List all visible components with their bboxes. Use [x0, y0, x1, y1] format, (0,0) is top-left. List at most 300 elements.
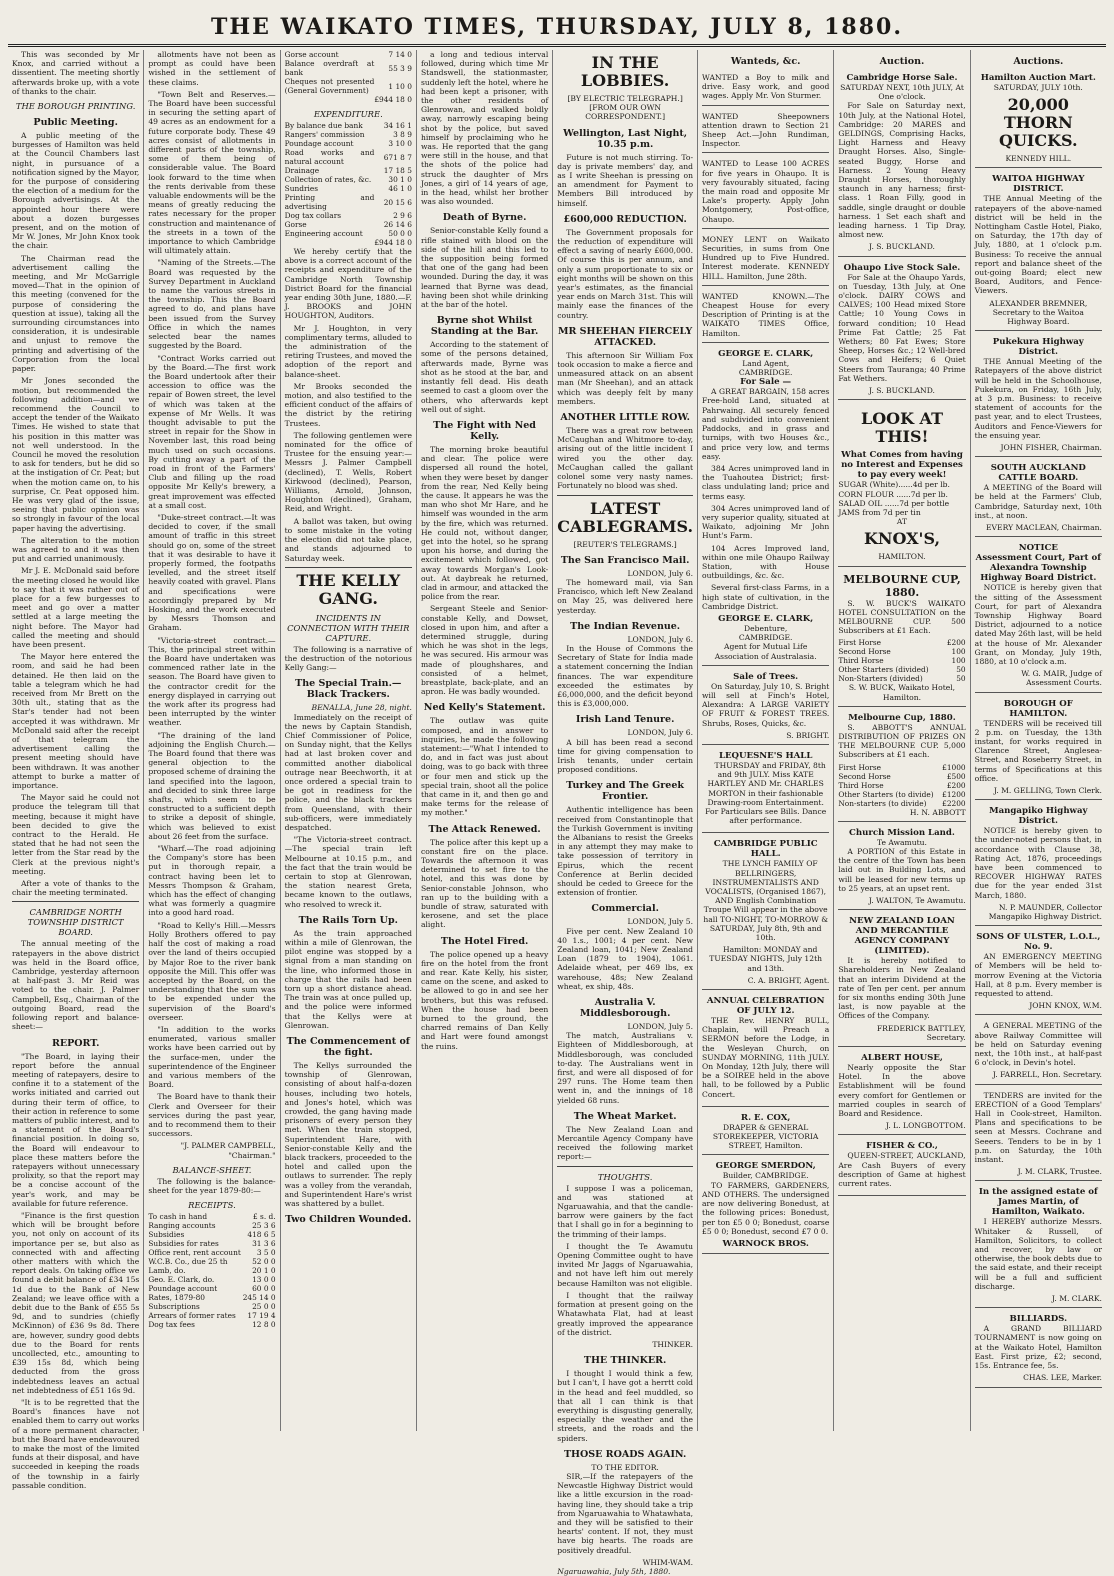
ad-signature: J. S. BUCKLAND. — [869, 242, 935, 252]
paragraph: The homeward mail, via San Francisco, which left New Zealand on May 25, was delivered here yesterday. — [557, 577, 694, 615]
section-heading: The San Francisco Mail. — [560, 554, 690, 566]
classified-ad: MONEY LENT on Waikato Securities, in sums from One Hundred up to Five Hundred. Interest moderate. KENNEDY HILL. Hamilton, June 28th. — [702, 232, 829, 286]
horse-sale-ad — [838, 70, 965, 257]
table-cell: £500 — [946, 771, 966, 781]
table-cell: Second Horse — [838, 647, 891, 657]
table-cell: Non-Starters (divided) — [838, 674, 923, 684]
ad-signature: J. M. CLARK. — [1051, 1294, 1102, 1304]
column-3 — [281, 50, 417, 1431]
ad-signature: S. W. BUCK, Waikato Hotel, Hamilton. — [848, 683, 956, 702]
ad-signature: S. BRIGHT. — [786, 730, 830, 740]
ad-signature: KENNEDY HILL. — [1005, 154, 1072, 164]
table-cell: Gorse account — [284, 50, 339, 59]
paragraph: After a vote of thanks to the chair the meeting terminated. — [12, 879, 140, 898]
paragraph: The following is a narrative of the destruction of the notorious Kelly Gang:— — [284, 644, 412, 673]
divider — [557, 495, 693, 496]
ad-heading: Sale of Trees. — [733, 671, 799, 682]
paragraph: Mr Brooks seconded the motion, and also testified to the efficient conduct of the affairs of the district by the retiring Trustees. — [284, 381, 412, 428]
paragraph: "Road to Kelly's Hill.—Messrs Holly Brothers offered to pay half the cost of making a road over the land of theirs occupied by Major Roe to the river bank opposite the Mill. This offer was accepted by the Board, on the understanding that the sum was to be expended under the supervision of the Board's overseer. — [148, 920, 276, 1022]
ad-heading: SONS OF ULSTER, L.O.L., No. 9. — [976, 932, 1101, 953]
ad-body: THURSDAY and FRIDAY, 8th and 9th JULY. Miss KATE HARTLEY AND Mr. CHARLES MORTON in their fashionable Drawing-room Entertainment. For Particulars see Bills. Dance after performance. — [705, 760, 827, 826]
masthead — [8, 6, 1106, 47]
paragraph: Mr J. E. McDonald said before the meeting closed he would like to say that it was rather out of place for a few burgesses to meet and go over a matter settled at a large meeting the night before. The Mayor had called the meeting and should have been present. — [12, 566, 140, 649]
table-row — [148, 1284, 275, 1293]
hall-tender-notice — [975, 1088, 1102, 1182]
section-heading: The Hotel Fired. — [440, 935, 529, 947]
table-cell: Arrears of former rates — [148, 1311, 236, 1321]
table-cell: Sundries — [284, 184, 319, 193]
table-row — [285, 95, 412, 104]
paragraph: The annual meeting of the ratepayers in the above district was held in the Board office, Cambridge, yesterday afternoon at half-past 3. Mr Reid was voted to the chair. J. Palmer Campbell, Esq., Chairman of the outgoing Board, read the following report and balance-sheet:— — [12, 939, 140, 1032]
railway-meeting-notice — [975, 1018, 1102, 1084]
paragraph: The police after this kept up a constant fire on the place. Towards the afternoon it was determined to set fire to the hotel, and this was done by Senior-constable Johnson, who ran up to the building with a bundle of straw, saturated with kerosene, and set the place alight. — [420, 837, 549, 930]
table-cell — [285, 95, 375, 104]
article-heading: Public Meeting. — [33, 117, 118, 129]
section-heading: Irish Land Tenure. — [575, 714, 675, 726]
prize-table — [838, 638, 965, 683]
paragraph: According to the statement of some of the persons detained, afterwards made, Byrne was shot as he stood at the bar, and instantly fell dead. His death seemed to cast a gloom over the others, who afterwards kept well out of sight. — [420, 340, 549, 414]
ad-heading: ANNUAL CELEBRATION OF JULY 12. — [706, 996, 825, 1017]
section-heading: Byrne shot Whilst Standing at the Bar. — [430, 315, 539, 338]
ad-line: AT — [896, 517, 908, 527]
paragraph: Authentic intelligence has been received from Constantinople that the Turkish Government is inviting the Albanians to resist the Greeks in any attempt they may make to take possession of territory in Epirus, which the recent Conference at Berlin decided should be ceded to Greece for the extension of frontier. — [557, 805, 694, 898]
table-cell: Poundage account — [148, 1284, 218, 1294]
paragraph: The following is the balance-sheet for the year 1879-80:— — [148, 1176, 276, 1195]
classified-ad: WANTED to Lease 100 ACRES for five years in Ohaupo. It is very favourably situated, facing the main road and opposite Mr Lake's property. Apply John Montgomery, Post-office, Ohaupo. — [702, 156, 829, 228]
ad-line: Te Awamutu. — [876, 837, 927, 847]
paragraph: "It is to be regretted that the Board's finances have not enabled them to carry out works of a more permanent character, but the Board have endeavoured to make the most of the limited funds at their disposal, and have succeeded in keeping the roads of the township in a fairly passable condition. — [12, 1398, 140, 1490]
classified-ad: WANTED KNOWN.—The Cheapest House for every Description of Printing is at the WAIKATO TIMES Office, Hamilton. — [702, 289, 829, 343]
ad-item: 384 Acres unimproved land in the Tuahoutea District; first-class undulating land; price and terms easy. — [702, 463, 830, 501]
section-heading: Turkey and The Greek Frontier. — [566, 780, 684, 803]
table-row — [285, 220, 412, 229]
section-heading: The Indian Revenue. — [570, 620, 681, 632]
paragraph: The alteration to the motion was agreed to and it was then put and carried unanimously. — [12, 535, 140, 564]
paragraph: "The draining of the land adjoining the English Church.—The Board found that there was general objection to the proposed scheme of draining the land specified into the lagoon, and decided to sink three large shafts, which seem to be constructed to a sufficient depth to strike a deposit of shingle, which was believed to exist about 26 feet from the surface. — [148, 730, 276, 841]
ad-body: A GENERAL MEETING of the above Railway Committee will be held on Saturday evening next, the 10th inst., at half-past 6 o'clock, in Devin's hotel. — [974, 1021, 1102, 1068]
table-cell: 7 14 0 — [388, 50, 412, 59]
celebration-ad — [702, 993, 829, 1107]
ad-body: THE LYNCH FAMILY OF BELLRINGERS, INSTRUMENTALISTS AND VOCALISTS, (Organised 1867), AND English Combination Troupe Will appear in the above hall TO-NIGHT, TO-MORROW & SATURDAY, July 8th, 9th and 10th. — [703, 859, 829, 943]
dateline: LONDON, July 6. — [627, 634, 694, 644]
table-cell: 418 6 5 — [247, 1230, 276, 1240]
section-heading: ANOTHER LITTLE ROW. — [560, 412, 690, 424]
receipts-heading: RECEIPTS. — [188, 1200, 236, 1211]
ad-line: SATURDAY, JULY 10th. — [993, 83, 1083, 92]
section-heading: THE BOROUGH PRINTING. — [15, 101, 136, 112]
byline: [REUTER'S TELEGRAMS.] — [573, 539, 677, 549]
ad-body: S. W. BUCK'S WAIKATO HOTEL CONSULTATION on the MELBOURNE CUP. 500 Subscribers at £1 Each. — [838, 598, 966, 636]
ad-heading: BOROUGH OF HAMILTON. — [1003, 698, 1073, 719]
ad-heading: ALBERT HOUSE, — [861, 1053, 943, 1063]
table-cell: 20 1 0 — [252, 1266, 276, 1276]
table-cell: 50 0 0 — [388, 229, 412, 238]
ad-signature: W. G. MAIR, Judge of Assessment Courts. — [1021, 669, 1102, 688]
company-notice-ad — [838, 913, 965, 1047]
ad-signature: J. FARRELL, Hon. Secretary. — [992, 1070, 1102, 1080]
section-heading: £600,000 REDUCTION. — [563, 213, 687, 225]
table-cell: 52 0 0 — [252, 1257, 276, 1267]
classified-ad: WANTED a Boy to milk and drive. Easy work, and good wages. Apply Mr. Von Sturmer. — [702, 70, 829, 106]
ad-body: It is hereby notified to Shareholders in New Zealand that an interim Dividend at the rate of Ten per cent. per annum for six months ending 30th June last, is now payable at the Offices of the Company. — [838, 956, 966, 1021]
section-heading: Commercial. — [591, 903, 659, 915]
ad-body: AN EMERGENCY MEETING of Members will be held to-morrow Evening at the Victoria Hall, at 8 p.m. Every member is requested to attend. — [974, 952, 1102, 998]
ad-signature: KNOX'S, — [863, 529, 941, 549]
table-cell: Office rent, rent account — [148, 1248, 241, 1258]
paragraph: SIR,—If the ratepayers of the Newcastle Highway District would like a little excursion in the road-having line, they should take a trip from Ngaruawahia to Whatawhata, and they will be satisfied to their hearts' content. If not, they must have big hearts. The roads are positively dreadful. — [557, 1471, 694, 1555]
grocer-ad — [838, 403, 965, 566]
table-row — [285, 77, 412, 95]
section-heading: The Fight with Ned Kelly. — [433, 419, 536, 442]
ad-body: A GRAND BILLIARD TOURNAMENT is now going on at the Waikato Hotel, Hamilton East. First prize, £2; second, 15s. Entrance fee, 5s. — [974, 1324, 1102, 1371]
table-row — [148, 1302, 275, 1311]
table-cell: 245 14 0 — [242, 1293, 276, 1303]
paragraph: The New Zealand Loan and Mercantile Agency Company have received the following market report:— — [557, 1124, 694, 1162]
paragraph: allotments have not been as prompt as could have been wished in the settlement of these claims. — [148, 50, 276, 87]
table-cell: 1 10 0 — [388, 81, 412, 91]
ad-heading: NOTICE — [1018, 543, 1058, 554]
section-heading: THE THINKER. — [583, 1355, 667, 1367]
paragraph: As the train approached within a mile of Glenrowan, the pilot engine was stopped by a signal from a man standing on the line, who informed those in charge that the rails had been torn up a short distance ahead. The train was at once pulled up, and the police were informed that the Kellys were at Glenrowan. — [284, 928, 412, 1030]
ad-heading: In the assigned estate of James Martin, of Hamilton, Waikato. — [978, 1187, 1098, 1218]
report-heading: REPORT. — [51, 1037, 100, 1049]
paragraph: The outlaw was quite composed, and in answer to inquiries, he made the following statement:—"What I intended to do, and in fact was just about doing, was to go back with three or four men and stick up the special train, shoot all the police that came in it, and then go and make terms for the release of my mother." — [420, 716, 549, 818]
assessment-notice — [975, 540, 1102, 692]
article-heading: IN THE LOBBIES. — [580, 53, 670, 90]
expenditure-table — [285, 121, 412, 247]
paragraph: We hereby certify that the above is a correct account of the receipts and expenditure of the Cambridge North Township District Board for the financial year ending 30th June, 1880.—F. J. BROOKS and JOHN HOUGHTON, Auditors. — [284, 247, 412, 321]
table-row — [838, 656, 965, 665]
table-cell: 100 — [951, 656, 966, 666]
paragraph: Immediately on the receipt of the news by Captain Standish, Chief Commissioner of Police, on Sunday night, that the Kellys had at last broken cover and committed another diabolical outrage near Beechworth, it at once ordered a special train to be got in readiness for the police, and the black trackers from Queensland, with their sub-officers, were immediately despatched. — [284, 712, 412, 832]
table-cell: To cash in hand — [148, 1212, 208, 1222]
paragraph: "Duke-street contract.—It was decided to cover, if the small amount of traffic in this street should go on, some of the street that it was desirable to have it properly formed, the footpaths levelled, and the street itself heavily coated with gravel. Plans and specifications were accordingly prepared by Mr Hosking, and the work executed by Messrs Thomson and Graham. — [148, 512, 276, 633]
ad-heading: LOOK AT THIS! — [860, 409, 943, 447]
ad-signature: JOHN FISHER, Chairman. — [1000, 443, 1102, 453]
letter-header: TO THE EDITOR. — [591, 1462, 659, 1472]
lodge-notice — [975, 929, 1102, 1015]
land-agent-ad — [702, 346, 829, 666]
church-land-ad — [838, 825, 965, 910]
table-cell: First Horse — [838, 762, 882, 772]
table-cell: £2200 — [942, 798, 966, 808]
dateline: LONDON, July 5. — [627, 917, 694, 927]
ad-signature: ALEXANDER BREMNER, Secretary to the Waitoa Highway Board. — [989, 298, 1088, 327]
table-cell — [285, 238, 375, 247]
paragraph: The Kellys surrounded the township of Glenrowan, consisting of about half-a-dozen houses, including two hotels, and Jones's hotel, which was crowded, the gang having made prisoners of every person they met. When the train stopped, Superintendent Hare, with Senior-constable Kelly and the black trackers, proceeded to the hotel and called upon the outlaws to surrender. The reply was a volley from the verandah, and Superintendent Hare's wrist was shattered by a bullet. — [284, 1061, 412, 1209]
paragraph: The Chairman read the advertisement calling the meeting, and Mr McGarrigle moved—That in the opinion of this meeting (convened for the purpose of considering the question at issue), taking all the surrounding circumstances into consideration, it is undesirable and unjust to remove the printing and advertising of the Corporation from the local paper. — [12, 253, 140, 374]
table-cell: £ s. d. — [253, 1212, 276, 1222]
public-hall-ad — [702, 836, 829, 990]
dateline: LONDON, July 5. — [627, 1022, 694, 1032]
paragraph: a long and tedious interval followed, during which time Mr Standswell, the stationmaster, suddenly left the hotel, where he had been kept a prisoner, with the other residents of Glenrowan, and walked boldly away, narrowly escaping being shot by the police, but saved himself by proclaiming who he was. He reported that the gang were still in the house, and that the shots of the police had struck the daughter of Mrs Jones, a girl of 14 years of age, in the head, whilst her brother was also wounded. — [420, 50, 549, 207]
table-cell: Third Horse — [838, 780, 884, 790]
prize-table — [838, 763, 965, 808]
signature: "J. PALMER CAMPBELL, — [180, 1141, 276, 1151]
table-row — [148, 1248, 275, 1257]
section-heading: MR SHEEHAN FIERCELY ATTACKED. — [557, 325, 693, 348]
table-cell: Non-starters (to divide) — [838, 798, 927, 808]
signature-title: "Chairman." — [228, 1150, 276, 1160]
section-heading: Ned Kelly's Statement. — [423, 702, 546, 714]
ad-heading: Melbourne Cup, 1880. — [848, 712, 956, 723]
ad-body: DRAPER & GENERAL STOREKEEPER, VICTORIA STREET, Hamilton. — [712, 1122, 819, 1151]
table-cell: Cheques not presented (General Government) — [284, 77, 375, 95]
paragraph: This afternoon Sir William Fox took occasion to make a fierce and unmeasured attack on an absent man (Mr Sheehan), and an attack which was deeply felt by many members. — [557, 350, 694, 406]
ad-body: QUEEN-STREET, AUCKLAND, Are Cash Buyers of every description of Game at highest current rates. — [838, 1151, 966, 1189]
table-cell: £200 — [946, 780, 966, 790]
trees-sale-ad — [702, 669, 829, 745]
section-heading: The Commencement of the fight. — [286, 1036, 410, 1059]
ad-body: THE Rev. HENRY BULL, Chaplain, will Preach a SERMON before the Lodge, in the Wesleyan Church, on SUNDAY MORNING, 11th JULY. On Monday, 12th July, there will be a SOIREE held in the above hall, to be followed by a Public Concert. — [702, 1016, 830, 1099]
ad-body: For Sale at the Ohaupo Yards, on Tuesday, 13th July, at One o'clock. DAIRY COWS and CALVES; 100 Head mixed Store Cattle; 10 Young Cows in forward condition; 10 Head Prime Fat Cattle; 25 Fat Wethers; 80 Fat Ewes; Store Sheep, Horses &c.; 12 Well-bred Cows and Heifers; 6 Quiet Steers from Tauranga; 40 Prime Fat Wethers. — [838, 272, 966, 383]
ad-body: TO FARMERS, GARDENERS, AND OTHERS. The undersigned are now delivering Bonedust, at the following prices: Bonedust, per ton £5 0 0; Bonedust, coarse £5 0 0; Bonedust, second £7 0 0. — [702, 1180, 830, 1236]
column-1 — [8, 50, 144, 1490]
table-cell: £1200 — [942, 789, 966, 799]
section-heading: CAMBRIDGE NORTH TOWNSHIP DISTRICT BOARD. — [27, 907, 124, 938]
ad-heading: SOUTH AUCKLAND CATTLE BOARD. — [990, 463, 1086, 484]
paragraph: "Wharf.—The road adjoining the Company's store has been put in thorough repair, a contract having been let to Messrs Thompson & Graham, which has the effect of changing what was formerly a quagmire into a good hard road. — [148, 844, 276, 918]
column-6 — [698, 50, 834, 1431]
table-cell: Balance overdraft at bank — [284, 59, 375, 77]
section-heading: THOUGHTS. — [597, 1171, 653, 1182]
table-cell: Dog tax fees — [148, 1320, 195, 1330]
ad-subheading: What Comes from having no Interest and Expenses to pay every week! — [841, 450, 963, 481]
table-cell: Subsidies for rates — [148, 1239, 219, 1249]
ad-body: S. ABBOTT'S ANNUAL DISTRIBUTION OF PRIZES ON THE MELBOURNE CUP. 5,000 Subscribers at £1 each. — [838, 722, 966, 760]
paragraph: "Town Belt and Reserves.—The Board have been successful in securing the setting apart of 49 acres as an endowment for a future corporate body. These 49 acres consist of allotments in different parts of the township, some of them being of considerable value. The Board look forward to the time when the rents derivable from these valuable endowments will be the means of greatly reducing the rates necessary for the proper construction and maintenance of the streets in a town of the importance to which Cambridge will ultimately attain. — [148, 89, 276, 256]
table-cell: 25 3 6 — [252, 1221, 276, 1231]
table-cell: 2 9 6 — [393, 211, 412, 220]
table-row — [148, 1221, 275, 1230]
table-cell: W.C.B. Co., due 25 th — [148, 1257, 228, 1267]
consultation-ad — [838, 570, 965, 707]
byline: [FROM OUR OWN CORRESPONDENT.] — [585, 103, 666, 122]
ad-heading: BILLIARDS. — [1009, 1314, 1068, 1325]
ad-signature: N. P. MAUNDER, Collector Mangapiko Highway District. — [988, 902, 1102, 921]
section-heading: The Rails Torn Up. — [298, 914, 398, 926]
table-row — [148, 1212, 275, 1221]
ad-heading: LEQUESNE'S HALL — [718, 750, 813, 761]
signature-place: Ngaruawahia, July 5th, 1880. — [557, 1566, 671, 1576]
billiards-ad — [975, 1311, 1102, 1387]
table-cell: £944 18 0 — [374, 95, 412, 104]
price-line: SUGAR (White)......4d per lb. — [838, 480, 950, 490]
paragraph: Future is not much stirring. To-day is private members' day, and as I write Sheehan is pressing on an amendment for Payment to Members Bill introduced by himself. — [557, 152, 694, 208]
table-cell: £944 18 0 — [374, 238, 412, 247]
table-row — [838, 790, 965, 799]
ad-signature: WARNOCK BROS. — [722, 1238, 809, 1249]
table-cell: 3 8 9 — [393, 130, 412, 139]
ad-body: Nearly opposite the Star Hotel. In the above Establishment will be found every comfort for Gentlemen or married couples in search of Board and Residence. — [838, 1063, 966, 1119]
ad-subheading: Assessment Court, Part of Alexandra Township Highway Board District. — [975, 553, 1101, 584]
divider — [285, 567, 412, 568]
table-row — [838, 781, 965, 790]
ad-signature: J. L. LONGBOTTOM. — [885, 1121, 966, 1131]
paragraph: "Naming of the Streets.—The Board was requested by the Survey Department in Auckland to name the various streets in the township. This the Board agreed to do, and plans have been issued from the Survey Office in which the names selected bear the names suggested by the Board. — [148, 258, 276, 351]
ad-signature: J. M. CLARK, Trustee. — [1017, 1167, 1102, 1177]
ad-heading: Mangapiko Highway District. — [989, 806, 1088, 827]
table-cell: 46 1 0 — [388, 184, 412, 193]
ad-heading: GEORGE E. CLARK, — [718, 348, 814, 359]
ad-line: Land Agent, — [742, 358, 790, 368]
paragraph: "Victoria-street contract.—This, the principal street within the Board have undertaken was commenced rather late in the season. The Board have given to the contractor credit for the energy displayed in carrying out the work after its progress had been interrupted by the winter weather. — [148, 635, 276, 728]
table-cell: Collection of rates, &c. — [284, 175, 372, 184]
paragraph: I thought I would think a few, but I can't, I have got a herrtt cold in the head and feel muddled, so that all I can think is that everything is disgusting generally, especially the weather and the streets, and the roads and the spiders. — [557, 1369, 694, 1443]
table-row — [285, 184, 412, 193]
table-cell: 17 18 5 — [383, 166, 412, 175]
paragraph: In the House of Commons the Secretary of State for India made a statement concerning the Indian finances. The war expenditure exceeded the estimates by £6,000,000, and the deficit beyond this is £3,000,000. — [557, 643, 694, 709]
ad-signature: H. N. ABBOTT — [909, 807, 966, 817]
table-row — [838, 772, 965, 781]
paragraph: The Mayor here entered the room, and said he had been detained. He then laid on the table a telegram which he had received from Mr Brett on the 30th ult., stating that as the Star's tender had not been accepted it was withdrawn. Mr McDonald said after the receipt of that telegram the advertisement calling the present meeting should have been withdrawn. It was another attempt to burke a matter of importance. — [12, 652, 140, 791]
table-cell: 55 3 9 — [388, 63, 412, 73]
table-cell: Geo. E. Clark, do. — [148, 1275, 215, 1285]
paragraph: I thought the Te Awamutu Opening Committee ought to have invited Mr Jaggs of Ngaruawahia, and not have left him out merely because Hamilton was not eligible. — [557, 1241, 694, 1288]
table-row — [148, 1266, 275, 1275]
paragraph: The Mayor said he could not produce the telegram till that meeting, because it might have been decided to give the contract to the Herald. He stated that he had not seen the letter from the Star read by the Clerk at the previous night's meeting. — [12, 793, 140, 876]
receipts-table — [148, 1212, 275, 1329]
signature: WHIM-WAM. — [642, 1557, 694, 1567]
table-cell: Subscriptions — [148, 1302, 200, 1312]
consultation-ad — [838, 710, 965, 822]
boarding-house-ad — [838, 1050, 965, 1135]
column-4 — [417, 50, 553, 1431]
table-cell: 30 1 0 — [388, 175, 412, 184]
table-row — [148, 1239, 275, 1248]
paragraph: "In addition to the works enumerated, various smaller works have been carried out by the surface-men, under the superintendence of the Engineer and various members of the Board. — [148, 1024, 276, 1090]
table-cell: 60 0 0 — [252, 1284, 276, 1294]
table-cell: 50 — [956, 665, 966, 675]
table-row — [838, 665, 965, 674]
table-row — [285, 211, 412, 220]
table-row — [285, 238, 412, 247]
ad-item: 104 Acres Improved land, within one mile Ohaupo Railway Station, with House outbuildings, &c. &c. — [702, 543, 830, 581]
table-cell: £200 — [946, 638, 966, 648]
table-cell: Ranging accounts — [148, 1221, 216, 1231]
table-cell: 26 14 6 — [383, 220, 412, 229]
column-5 — [553, 50, 698, 1576]
paragraph: The match, Australians v. Eighteen of Middlesborough, at Middlesborough, was concluded to-day. The Australians went in first, and were all disposed of for 297 runs. The Home team then went in, and the innings of 18 yielded 68 runs. — [557, 1031, 694, 1105]
paragraph: Mr Jones seconded the motion, but recommended the following addition—and we recommend the Council to accept the tender of the Waikato Times. He wished to state that his position in this matter was not well understood. In the Council he moved the resolution to ask for tenders, but he did so at the instigation of Cr. Peat; but when the motion came on, to his surprise, Cr. Peat opposed him. He was very glad of the issue, seeing that public opinion was so strongly in favour of the local paper having the advertising. — [12, 376, 140, 533]
ad-signature: J. WALTON, Te Awamutu. — [868, 895, 966, 905]
table-row — [285, 50, 412, 59]
receipts-continued-table — [285, 50, 412, 104]
ad-display: 20,000 THORN QUICKS. — [999, 95, 1078, 151]
ad-heading: FISHER & CO., — [866, 1141, 938, 1152]
dateline: LONDON, July 6. — [627, 728, 694, 738]
ad-line: SATURDAY NEXT, 10th JULY, At One o'clock. — [840, 83, 964, 102]
table-cell: Poundage account — [284, 139, 354, 148]
builder-ad — [702, 1158, 829, 1253]
ad-body: NOTICE is hereby given to the under-noted persons that, in accordance with Clause 38, Rating Act, 1876, proceedings have been commenced to RECOVER HIGHWAY RATES due for the year ended 31st March, 1880. — [974, 826, 1102, 900]
ad-line: Debenture, — [744, 623, 788, 633]
table-row — [285, 175, 412, 184]
table-cell: 17 19 4 — [247, 1311, 276, 1321]
highway-meeting-ad — [975, 171, 1102, 331]
cattle-board-ad — [975, 460, 1102, 537]
ad-body: TENDERS will be received till 2 p.m. on Tuesday, the 13th instant, for works required in Clarence Street, Anglesea-Street, and Roseberry Street, in terms of Specifications at this office. — [974, 718, 1102, 783]
ad-heading: R. E. COX, — [740, 1112, 791, 1123]
paragraph: Sergeant Steele and Senior-constable Kelly, and Dowset, closed in upon him, and after a determined struggle, during which he was shot in the legs, he was secured. His armour was made of ploughshares, and consisted of a helmet, breastplate, back-plate, and an apron. He was badly wounded. — [420, 604, 549, 697]
draper-ad — [702, 1110, 829, 1156]
highway-meeting-ad — [975, 334, 1102, 457]
section-heading: The Attack Renewed. — [428, 823, 541, 835]
paragraph: There was a great row between McCaughan and Whitmore to-day, arising out of the little incident I wired you the other day. McCaughan called the gallant colonel some very nasty names. Fortunately no blood was shed. — [557, 426, 694, 491]
table-row — [838, 799, 965, 808]
paragraph: Five per cent. New Zealand 10 40 1.s., 1001; 4 per cent. New Zealand loan, 1041; New Zealand Loan (1879 to 1904), 1061. Adelaide wheat, per 469 lbs, ex warehouse, 48s; New Zealand wheat, ex ship, 48s. — [557, 926, 694, 991]
column-2 — [144, 50, 280, 1431]
section-heading: THOSE ROADS AGAIN. — [563, 1448, 687, 1460]
ad-line: HAMILTON. — [878, 552, 926, 562]
divider — [12, 901, 139, 902]
table-cell: Lamb, do. — [148, 1266, 186, 1276]
ad-item: Several first-class Farms, in a high state of cultivation, in the Cambridge District. — [702, 583, 830, 611]
section-heading: Wanteds, &c. — [730, 56, 801, 67]
table-row — [148, 1311, 275, 1320]
dateline: Wellington, Last Night, 10.35 p.m. — [563, 127, 688, 150]
paragraph: I suppose I was a policeman, and was stationed at Ngaruawahia, and that the candle-barrow were gainers by the fact that I shall go in for a beginning to the trimming of their lamps. — [557, 1183, 694, 1239]
section-heading: Auction. — [879, 56, 925, 67]
classified-ad: WANTED Sheepowners attention drawn to Section 21 Sheep Act.—John Rundiman, Inspector. — [702, 109, 829, 154]
price-line: JAMS from 7d per tin — [838, 507, 921, 517]
ad-body: A MEETING of the Board will be held at the Farmers' Club, Cambridge, Saturday next, 10th inst., at noon. — [974, 483, 1102, 520]
columns — [8, 50, 1106, 1576]
ad-body: TENDERS are invited for the ERECTION of a Good Templars' Hall in Cook-street, Hamilton. Plans and specifications to be seen at Messrs. Cochrane and Seeers. Tenders to be in by 1 p.m. on Saturday, the 10th instant. — [974, 1090, 1102, 1165]
ad-signature: C. A. BRIGHT, Agent. — [747, 975, 830, 985]
paragraph: Mr J. Houghton, in very complimentary terms, alluded to the administration of the retiring Trustees, and moved the adoption of the report and balance-sheet. — [284, 323, 412, 379]
section-heading: Australia V. Middlesborough. — [579, 997, 671, 1020]
estate-notice — [975, 1184, 1102, 1308]
ad-line: For Sale — — [740, 377, 792, 388]
price-line: SALAD OIL ......7d per bottle — [838, 498, 950, 508]
section-heading: Auctions. — [1013, 56, 1064, 67]
paragraph: The police opened up a heavy fire on the hotel from the front and rear. Kate Kelly, his sister, came on the scene, and asked to be allowed to go in and see her brothers, but this was refused. When the house had been burned to the ground, the charred remains of Dan Kelly and Hart were found amongst the ruins. — [420, 949, 549, 1051]
table-cell: Drainage — [284, 166, 320, 175]
balance-sheet-heading: BALANCE-SHEET. — [172, 1164, 252, 1175]
section-heading: Death of Byrne. — [442, 212, 527, 224]
table-row — [838, 647, 965, 656]
table-cell: 100 — [951, 647, 966, 657]
ad-body: I HEREBY authorize Messrs. Whitaker & Russell, of Hamilton, Solicitors, to collect and recover, by law or otherwise, the book debts due to the said estate, and their receipt will be a full and sufficient discharge. — [974, 1217, 1102, 1291]
table-row — [838, 763, 965, 772]
paragraph: A ballot was taken, but owing to some mistake in the voting the election did not take place, and stands adjourned to Saturday week. — [284, 516, 412, 563]
table-cell: Rates, 1879-80 — [148, 1293, 205, 1303]
ad-signature: CHAS. LEE, Marker. — [1023, 1373, 1102, 1383]
paragraph: "The Victoria-street contract.—The special train left Melbourne at 10.15 p.m., and the fact that the train would be certain to stop at Glenrowan, the station nearest Greta, became known to the outlaws, who resolved to wreck it. — [284, 835, 412, 909]
paragraph: The Government proposals for the reduction of expenditure will effect a saving of nearly £600,000. Of course this is per annum, and only a sum proportionate to six or eight months will be shown on this year's estimates, as the financial year ends on March 31st. This will mainly ease the finances of the country. — [557, 227, 694, 320]
ad-body: A PORTION of this Estate in the centre of the Town has been laid out in Building Lots, and will be leased for new terms up to 25 years, at an upset rent. — [838, 846, 966, 893]
table-cell: Gorse — [284, 220, 307, 229]
table-row — [285, 229, 412, 238]
rates-notice — [975, 803, 1102, 926]
table-cell: Other Starters (to divide) — [838, 789, 934, 799]
article-heading: THE KELLY GANG. — [296, 570, 401, 608]
signature: THINKER. — [652, 1339, 694, 1349]
paragraph: "Contract Works carried out by the Board.—The first work the Board undertook after their accession to office was the repair of Bowen street, the level of which was taken at the expense of Mr Wells. It was thought advisable to put the street in repair for the Show in November last, this road being much used on such occasions. By cutting away a part of the road in front of the Farmers' Club and filling up the road opposite Mr Kelly's brewery, a great improvement was effected at a small cost. — [148, 353, 276, 510]
table-row — [285, 59, 412, 77]
table-cell: 31 3 6 — [252, 1239, 276, 1249]
ad-item: A GREAT BARGAIN, 158 acres Free-hold Land, situated at Pahrwaing. All securely fenced and subdivided into convenient Paddocks, and in grass and turnips, with two Houses &c., and price very low, and terms easy. — [702, 387, 830, 461]
table-cell: Rangers' commission — [284, 130, 365, 139]
ad-heading: Pukekura Highway District. — [992, 337, 1084, 358]
table-cell: 50 — [956, 674, 966, 684]
ad-heading: Church Mission Land. — [849, 827, 955, 838]
page-title: THE WAIKATO TIMES, THURSDAY, JULY 8, 1880. — [210, 14, 904, 40]
table-row — [148, 1275, 275, 1284]
ad-heading: GEORGE SMERDON, — [715, 1161, 816, 1172]
ad-body: For Sale on Saturday next, 10th July, at the National Hotel, Cambridge: 20 MARES and GELDINGS, Comprising Hacks, Light Harness and Heavy Draught Horses. Also, Single-seated Buggy, Horse and Harness. 2 Young Heavy Draught Horses, thoroughly staunch in any harness; first-class. 1 Roan Filly, good in saddle, single draught or double harness. 1 Set each shaft and leading harness. 1 Tip Dray, almost new. — [838, 101, 966, 240]
